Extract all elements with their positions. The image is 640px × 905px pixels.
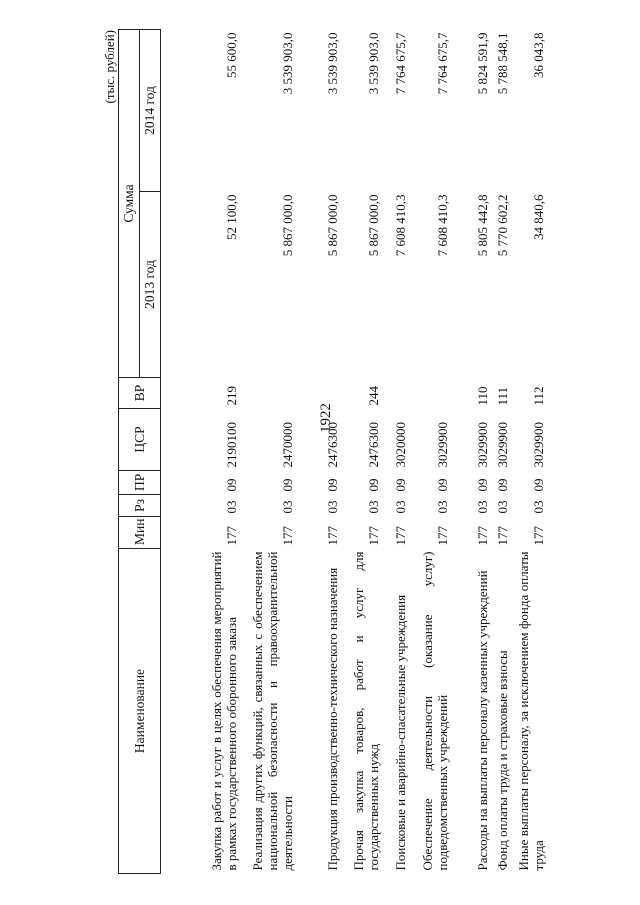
row-sum-2013: 5 805 442,8 xyxy=(475,194,490,257)
row-min: 177 xyxy=(435,526,450,546)
row-csr: 3029900 xyxy=(475,422,490,468)
row-csr: 3029900 xyxy=(531,422,546,468)
row-csr: 3029900 xyxy=(495,422,510,468)
table-row xyxy=(295,29,340,873)
row-vr xyxy=(408,378,450,409)
row-sum-2014: 55 600,0 xyxy=(224,32,239,78)
row-min: 177 xyxy=(475,526,490,546)
row-rz: 03 xyxy=(325,500,340,514)
row-sum-2014: 5 824 591,9 xyxy=(475,32,490,95)
row-sum-2013: 34 840,6 xyxy=(531,194,546,240)
page-number: 1922 xyxy=(318,403,334,433)
row-csr: 3020000 xyxy=(393,422,408,468)
table-row xyxy=(161,29,240,873)
row-rz: 03 xyxy=(393,500,408,514)
row-rz: 03 xyxy=(366,500,381,514)
row-rz: 03 xyxy=(224,500,239,514)
table-row xyxy=(239,29,295,873)
row-csr: 2476300 xyxy=(366,422,381,468)
header-sum: Сумма xyxy=(119,29,140,377)
budget-table-block xyxy=(102,30,546,874)
row-pr: 09 xyxy=(280,478,295,492)
table-row xyxy=(381,29,408,873)
row-pr: 09 xyxy=(475,478,490,492)
row-sum-2013: 5 867 000,0 xyxy=(280,194,295,257)
row-csr: 3029900 xyxy=(435,422,450,468)
row-rz: 03 xyxy=(280,500,295,514)
table-row xyxy=(510,29,546,873)
row-vr: 112 xyxy=(531,386,546,406)
row-pr: 09 xyxy=(393,478,408,492)
row-sum-2013: 5 867 000,0 xyxy=(366,194,381,257)
row-name: Обеспечение деятельности (оказание услуг) подведомственных учреждений xyxy=(420,551,450,871)
header-vr: ВР xyxy=(119,378,161,409)
row-rz: 03 xyxy=(495,500,510,514)
row-min: 177 xyxy=(531,526,546,546)
row-min: 177 xyxy=(495,526,510,546)
table-row xyxy=(408,29,450,873)
table-row xyxy=(450,29,490,873)
row-min: 177 xyxy=(366,526,381,546)
row-sum-2014: 7 764 675,7 xyxy=(435,32,450,95)
row-name: Закупка работ и услуг в целях обеспечения мероприятий в рамках государственного оборонного заказа xyxy=(209,551,239,871)
table-row xyxy=(340,29,381,873)
row-name: Фонд оплаты труда и страховые взносы xyxy=(495,650,510,871)
row-csr: 2470000 xyxy=(280,422,295,468)
row-vr xyxy=(295,378,340,409)
header-csr: ЦСР xyxy=(119,409,161,471)
row-csr: 2190100 xyxy=(224,422,239,468)
budget-table xyxy=(118,29,546,874)
row-name: Реализация других функций, связанных с обеспечением национальной безопасности и правоохранительной деятельности xyxy=(250,551,295,871)
row-vr xyxy=(239,378,295,409)
row-pr: 09 xyxy=(224,478,239,492)
row-name: Расходы на выплаты персоналу казенных учреждений xyxy=(475,570,490,871)
row-min: 177 xyxy=(224,526,239,546)
row-vr: 111 xyxy=(495,386,510,406)
row-pr: 09 xyxy=(495,478,510,492)
row-pr: 09 xyxy=(366,478,381,492)
header-row-1 xyxy=(119,29,140,873)
row-sum-2013: 5 867 000,0 xyxy=(325,194,340,257)
row-csr: 2476300 xyxy=(325,422,340,468)
row-pr: 09 xyxy=(435,478,450,492)
table-row xyxy=(490,29,510,873)
row-pr: 09 xyxy=(325,478,340,492)
header-rz: Рз xyxy=(119,495,161,517)
row-sum-2014: 3 539 903,0 xyxy=(366,32,381,95)
header-pr: ПР xyxy=(119,471,161,495)
row-sum-2014: 7 764 675,7 xyxy=(393,32,408,95)
row-rz: 03 xyxy=(475,500,490,514)
header-min: Мин xyxy=(119,517,161,549)
row-sum-2014: 36 043,8 xyxy=(531,32,546,78)
row-vr xyxy=(381,378,408,409)
row-sum-2014: 3 539 903,0 xyxy=(325,32,340,95)
row-min: 177 xyxy=(325,526,340,546)
row-sum-2014: 5 788 548,1 xyxy=(495,32,510,95)
row-sum-2013: 5 770 602,2 xyxy=(495,194,510,257)
row-rz: 03 xyxy=(435,500,450,514)
row-name: Продукция производственно-технического назначения xyxy=(325,567,340,871)
row-vr: 219 xyxy=(224,386,239,406)
row-sum-2014: 3 539 903,0 xyxy=(280,32,295,95)
row-vr: 110 xyxy=(475,386,490,406)
row-name: Иные выплаты персоналу, за исключением фонда оплаты труда xyxy=(516,551,546,871)
header-year-2013: 2013 год xyxy=(140,192,161,378)
row-rz: 03 xyxy=(531,500,546,514)
units-note: (тыс. рублей) xyxy=(102,30,117,104)
row-vr: 244 xyxy=(366,386,381,406)
header-year-2014: 2014 год xyxy=(140,29,161,191)
row-pr: 09 xyxy=(531,478,546,492)
row-min: 177 xyxy=(393,526,408,546)
row-name: Поисковые и аварийно-спасательные учреждения xyxy=(393,594,408,871)
header-name: Наименование xyxy=(119,549,161,874)
row-sum-2013: 7 608 410,3 xyxy=(393,194,408,257)
row-min: 177 xyxy=(280,526,295,546)
row-sum-2013: 52 100,0 xyxy=(224,194,239,240)
row-name: Прочая закупка товаров, работ и услуг для государственных нужд xyxy=(351,551,381,871)
row-sum-2013: 7 608 410,3 xyxy=(435,194,450,257)
